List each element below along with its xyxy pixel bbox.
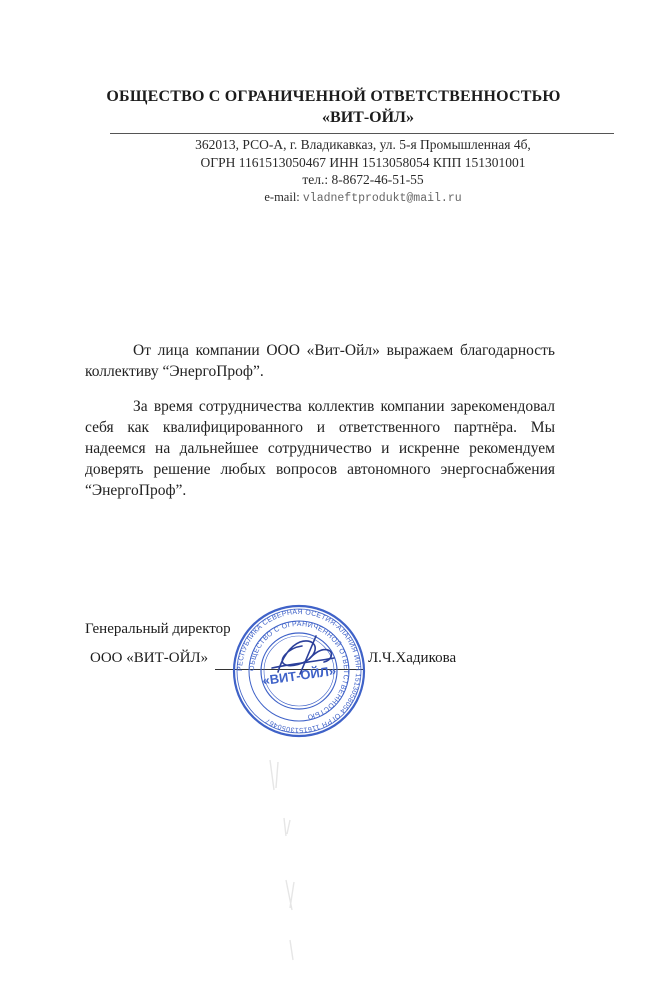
signatory-position: Генеральный директор	[85, 621, 231, 637]
company-name: «ВИТ-ОЙЛ»	[322, 109, 414, 126]
company-title: ОБЩЕСТВО С ОГРАНИЧЕННОЙ ОТВЕТСТВЕННОСТЬЮ	[106, 88, 561, 105]
seal-center-text: «ВИТ-ОЙЛ»	[261, 662, 337, 689]
header-divider	[110, 133, 614, 134]
address-line: 362013, РСО-А, г. Владикавказ, ул. 5-я Промышленная 4б,	[195, 137, 531, 152]
registration-line: ОГРН 1161513050467 ИНН 1513058054 КПП 151301001	[200, 154, 526, 170]
seal-inner-text: ОБЩЕСТВО С ОГРАНИЧЕННОЙ ОТВЕТСТВЕННОСТЬЮ	[248, 620, 350, 721]
phone-value: 8-8672-46-51-55	[331, 172, 424, 187]
phone-line	[148, 171, 578, 189]
email-value: vladneftprodukt@mail.ru	[302, 191, 462, 205]
letter-paragraph-2: За время сотрудничества коллектив компании зарекомендовал себя как квалифицированного и ответственного партнёра. Мы надеемся на дальнейшее сотрудничество и искренне рекомендуем доверять решение любых вопросов автономного энергоснабжения “ЭнергоПроф”.	[85, 398, 555, 499]
letter-paragraph-1: От лица компании ООО «Вит-Ойл» выражаем благодарность коллективу “ЭнергоПроф”.	[85, 342, 555, 380]
handwritten-signature	[260, 628, 344, 689]
reverse-side-bleed	[250, 740, 310, 970]
phone-label: тел.:	[302, 172, 329, 187]
seal-outer-text: РЕСПУБЛИКА СЕВЕРНАЯ ОСЕТИЯ-АЛАНИЯ ИНН 1513058054 ОГРН 1161513050467	[236, 608, 362, 734]
email-line	[148, 189, 578, 208]
email-label: e-mail:	[264, 189, 300, 204]
signatory-name: Л.Ч.Хадикова	[368, 650, 457, 666]
signatory-company: ООО «ВИТ-ОЙЛ»	[90, 650, 209, 666]
company-details	[148, 136, 578, 207]
